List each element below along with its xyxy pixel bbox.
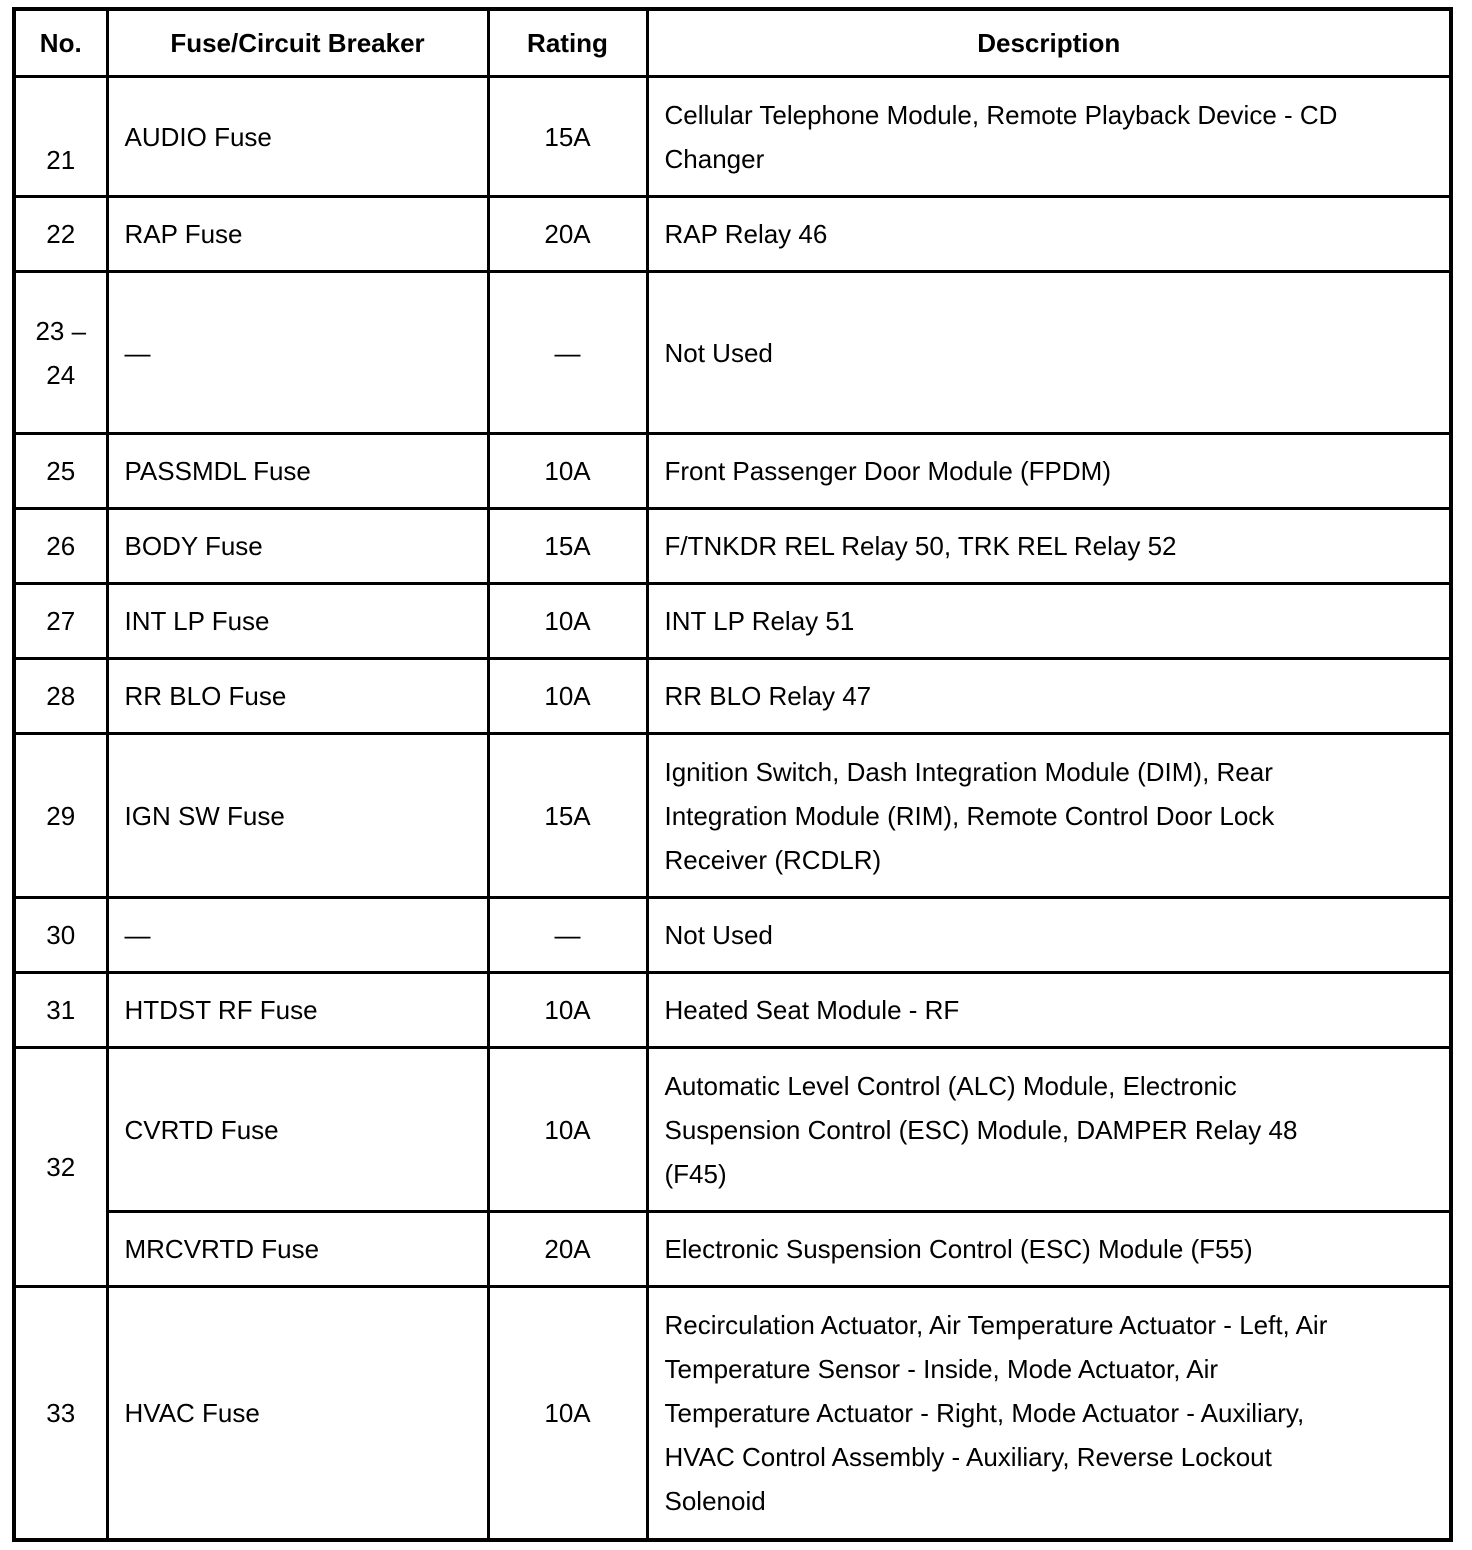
table-row xyxy=(14,584,1451,659)
header-row xyxy=(14,9,1451,77)
row-rating: 20A xyxy=(488,197,647,272)
row-fuse: RR BLO Fuse xyxy=(107,659,488,734)
header-description: Description xyxy=(647,9,1451,77)
row-no: 26 xyxy=(14,509,107,584)
row-no: 28 xyxy=(14,659,107,734)
row-description: Heated Seat Module - RF xyxy=(647,973,1451,1048)
header-no: No. xyxy=(14,9,107,77)
row-description: Automatic Level Control (ALC) Module, Electronic Suspension Control (ESC) Module, DAMPER Relay 48 (F45) xyxy=(647,1048,1451,1212)
row-fuse: PASSMDL Fuse xyxy=(107,434,488,509)
row-description: INT LP Relay 51 xyxy=(647,584,1451,659)
table-row xyxy=(14,272,1451,434)
row-no: 27 xyxy=(14,584,107,659)
row-fuse: HTDST RF Fuse xyxy=(107,973,488,1048)
row-no: 21 xyxy=(14,77,107,197)
row-description: Ignition Switch, Dash Integration Module (DIM), Rear Integration Module (RIM), Remote Control Door Lock Receiver (RCDLR) xyxy=(647,734,1451,898)
row-rating: 10A xyxy=(488,1287,647,1540)
row-description: Recirculation Actuator, Air Temperature Actuator - Left, Air Temperature Sensor - Inside, Mode Actuator, Air Temperature Actuator - Right, Mode Actuator - Auxiliary, HVAC Control Assembly - Auxiliary, Reverse Lockout Solenoid xyxy=(647,1287,1451,1540)
table-row xyxy=(14,77,1451,197)
table-row xyxy=(14,973,1451,1048)
row-rating: — xyxy=(488,272,647,434)
row-no: 30 xyxy=(14,898,107,973)
row-description: Front Passenger Door Module (FPDM) xyxy=(647,434,1451,509)
table-body xyxy=(14,77,1451,1540)
table-row xyxy=(14,434,1451,509)
row-no: 25 xyxy=(14,434,107,509)
table-header xyxy=(14,9,1451,77)
row-fuse: HVAC Fuse xyxy=(107,1287,488,1540)
row-no: 29 xyxy=(14,734,107,898)
row-no-text: 23 –24 xyxy=(35,315,87,390)
row-no xyxy=(14,272,107,434)
row-fuse: RAP Fuse xyxy=(107,197,488,272)
table-row xyxy=(14,659,1451,734)
row-fuse: MRCVRTD Fuse xyxy=(107,1212,488,1287)
row-no: 32 xyxy=(14,1048,107,1287)
row-rating: 10A xyxy=(488,659,647,734)
header-rating: Rating xyxy=(488,9,647,77)
row-description: Cellular Telephone Module, Remote Playback Device - CD Changer xyxy=(647,77,1451,197)
row-fuse: IGN SW Fuse xyxy=(107,734,488,898)
table-row xyxy=(14,197,1451,272)
table-row xyxy=(14,734,1451,898)
row-rating: 15A xyxy=(488,509,647,584)
row-rating: 10A xyxy=(488,584,647,659)
row-description: Electronic Suspension Control (ESC) Module (F55) xyxy=(647,1212,1451,1287)
row-no: 31 xyxy=(14,973,107,1048)
row-description: F/TNKDR REL Relay 50, TRK REL Relay 52 xyxy=(647,509,1451,584)
row-rating: — xyxy=(488,898,647,973)
row-fuse: — xyxy=(107,272,488,434)
row-rating: 10A xyxy=(488,973,647,1048)
row-rating: 10A xyxy=(488,434,647,509)
table-row xyxy=(14,509,1451,584)
row-description: RR BLO Relay 47 xyxy=(647,659,1451,734)
row-rating: 15A xyxy=(488,734,647,898)
row-rating: 15A xyxy=(488,77,647,197)
table-row xyxy=(14,1287,1451,1540)
row-fuse: CVRTD Fuse xyxy=(107,1048,488,1212)
row-no: 33 xyxy=(14,1287,107,1540)
table-row xyxy=(14,1048,1451,1212)
row-fuse: BODY Fuse xyxy=(107,509,488,584)
row-description: Not Used xyxy=(647,898,1451,973)
row-rating: 20A xyxy=(488,1212,647,1287)
table-row xyxy=(14,1212,1451,1287)
row-fuse: — xyxy=(107,898,488,973)
row-fuse: INT LP Fuse xyxy=(107,584,488,659)
row-description: RAP Relay 46 xyxy=(647,197,1451,272)
table-row xyxy=(14,898,1451,973)
row-fuse: AUDIO Fuse xyxy=(107,77,488,197)
row-rating: 10A xyxy=(488,1048,647,1212)
row-description: Not Used xyxy=(647,272,1451,434)
row-no: 22 xyxy=(14,197,107,272)
fuse-table xyxy=(12,7,1453,1542)
header-fuse: Fuse/Circuit Breaker xyxy=(107,9,488,77)
